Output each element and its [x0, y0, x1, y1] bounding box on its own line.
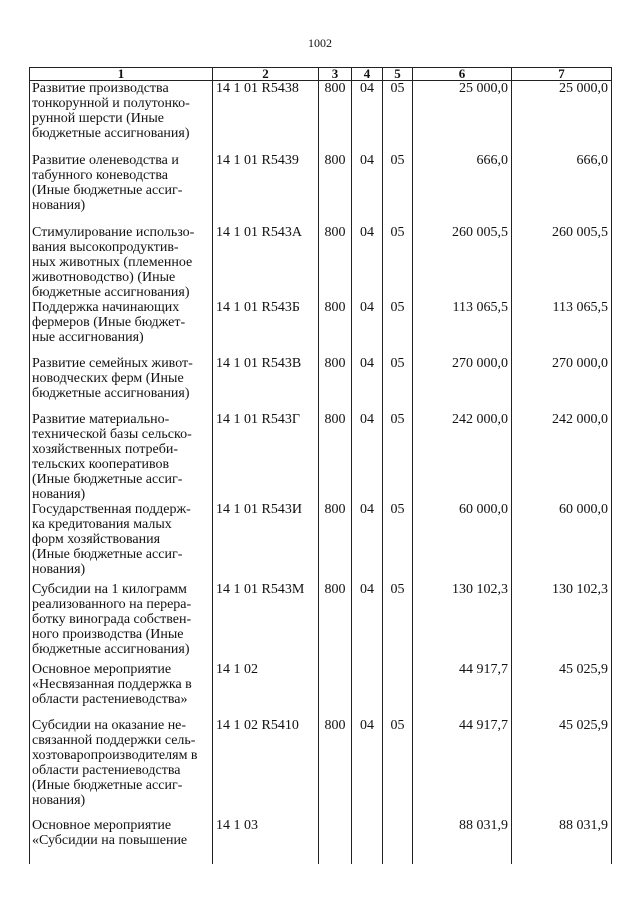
- row-col6: 113 065,5: [413, 300, 512, 356]
- row-name: Развитие материально- технической базы сельско- хозяйственных потреби- тельских кооперативов (Иные бюджетные ассиг- нования): [30, 412, 213, 502]
- table-row: [30, 412, 612, 502]
- row-col4: 04: [352, 153, 383, 225]
- row-col7: 260 005,5: [512, 225, 612, 300]
- row-col5: 05: [383, 81, 413, 153]
- row-name: Субсидии на оказание не- связанной поддержки сель- хозтоваропроизводителям в области растениеводства (Иные бюджетные ассиг- нования): [30, 718, 213, 818]
- row-col4: 04: [352, 81, 383, 153]
- row-col4: 04: [352, 225, 383, 300]
- row-name: Основное мероприятие «Субсидии на повышение: [30, 818, 213, 864]
- row-col3: [319, 662, 352, 718]
- row-col5: 05: [383, 412, 413, 502]
- row-name: Развитие оленеводства и табунного коневодства (Иные бюджетные ассиг- нования): [30, 153, 213, 225]
- row-col7: 113 065,5: [512, 300, 612, 356]
- column-header-4: 4: [352, 68, 383, 81]
- row-col7: 25 000,0: [512, 81, 612, 153]
- row-name: Поддержка начинающих фермеров (Иные бюджет- ные ассигнования): [30, 300, 213, 356]
- row-col5: 05: [383, 225, 413, 300]
- row-col4: 04: [352, 502, 383, 582]
- row-col3: 800: [319, 718, 352, 818]
- row-name: Развитие производства тонкорунной и полутонко- рунной шерсти (Иные бюджетные ассигнования): [30, 81, 213, 153]
- row-code: 14 1 03: [213, 818, 319, 864]
- row-code: 14 1 01 R5439: [213, 153, 319, 225]
- row-code: 14 1 01 R543В: [213, 356, 319, 412]
- row-col4: 04: [352, 582, 383, 662]
- row-name: Государственная поддерж- ка кредитования малых форм хозяйствования (Иные бюджетные ассиг- нования): [30, 502, 213, 582]
- row-col3: 800: [319, 502, 352, 582]
- row-col4: [352, 818, 383, 864]
- table-row: [30, 718, 612, 818]
- table-row: [30, 502, 612, 582]
- row-col5: [383, 818, 413, 864]
- row-code: 14 1 01 R543А: [213, 225, 319, 300]
- row-col4: 04: [352, 300, 383, 356]
- row-col3: 800: [319, 412, 352, 502]
- row-col4: [352, 662, 383, 718]
- row-col4: 04: [352, 412, 383, 502]
- row-col6: 130 102,3: [413, 582, 512, 662]
- row-col5: 05: [383, 502, 413, 582]
- row-name: Развитие семейных живот- новодческих ферм (Иные бюджетные ассигнования): [30, 356, 213, 412]
- row-name: Стимулирование использо- вания высокопродуктив- ных животных (племенное животноводство) (Иные бюджетные ассигнования): [30, 225, 213, 300]
- row-col6: 44 917,7: [413, 662, 512, 718]
- row-col7: 666,0: [512, 153, 612, 225]
- row-col3: 800: [319, 153, 352, 225]
- table-row: [30, 300, 612, 356]
- row-name: Субсидии на 1 килограмм реализованного на перера- ботку винограда собствен- ного производства (Иные бюджетные ассигнования): [30, 582, 213, 662]
- table-row: [30, 818, 612, 864]
- row-col5: 05: [383, 582, 413, 662]
- table-row: [30, 356, 612, 412]
- row-code: 14 1 01 R543Б: [213, 300, 319, 356]
- row-col7: 270 000,0: [512, 356, 612, 412]
- row-code: 14 1 01 R543Г: [213, 412, 319, 502]
- row-col6: 25 000,0: [413, 81, 512, 153]
- row-col5: 05: [383, 718, 413, 818]
- table-body: [30, 81, 612, 864]
- row-col7: 45 025,9: [512, 662, 612, 718]
- row-col5: 05: [383, 153, 413, 225]
- row-col3: 800: [319, 225, 352, 300]
- row-col3: 800: [319, 300, 352, 356]
- row-col6: 260 005,5: [413, 225, 512, 300]
- row-code: 14 1 01 R5438: [213, 81, 319, 153]
- row-col7: 45 025,9: [512, 718, 612, 818]
- row-col7: 60 000,0: [512, 502, 612, 582]
- row-col4: 04: [352, 718, 383, 818]
- column-header-3: 3: [319, 68, 352, 81]
- page-number: 1002: [308, 36, 332, 50]
- row-code: 14 1 02 R5410: [213, 718, 319, 818]
- row-col3: 800: [319, 356, 352, 412]
- column-header-5: 5: [383, 68, 413, 81]
- row-col5: [383, 662, 413, 718]
- column-header-7: 7: [512, 68, 612, 81]
- row-name: Основное мероприятие «Несвязанная поддержка в области растениеводства»: [30, 662, 213, 718]
- row-col3: 800: [319, 582, 352, 662]
- row-col5: 05: [383, 300, 413, 356]
- row-code: 14 1 01 R543М: [213, 582, 319, 662]
- row-col3: 800: [319, 81, 352, 153]
- row-col6: 242 000,0: [413, 412, 512, 502]
- row-col6: 666,0: [413, 153, 512, 225]
- row-col7: 130 102,3: [512, 582, 612, 662]
- row-code: 14 1 02: [213, 662, 319, 718]
- table-row: [30, 582, 612, 662]
- table-row: [30, 153, 612, 225]
- row-col6: 44 917,7: [413, 718, 512, 818]
- row-code: 14 1 01 R543И: [213, 502, 319, 582]
- row-col3: [319, 818, 352, 864]
- column-header-2: 2: [213, 68, 319, 81]
- row-col6: 270 000,0: [413, 356, 512, 412]
- column-header-6: 6: [413, 68, 512, 81]
- header-row: [30, 68, 612, 81]
- table-row: [30, 81, 612, 153]
- row-col7: 88 031,9: [512, 818, 612, 864]
- row-col7: 242 000,0: [512, 412, 612, 502]
- table-row: [30, 662, 612, 718]
- row-col6: 60 000,0: [413, 502, 512, 582]
- row-col5: 05: [383, 356, 413, 412]
- row-col4: 04: [352, 356, 383, 412]
- table-row: [30, 225, 612, 300]
- budget-table: [29, 67, 612, 864]
- column-header-1: 1: [30, 68, 213, 81]
- row-col6: 88 031,9: [413, 818, 512, 864]
